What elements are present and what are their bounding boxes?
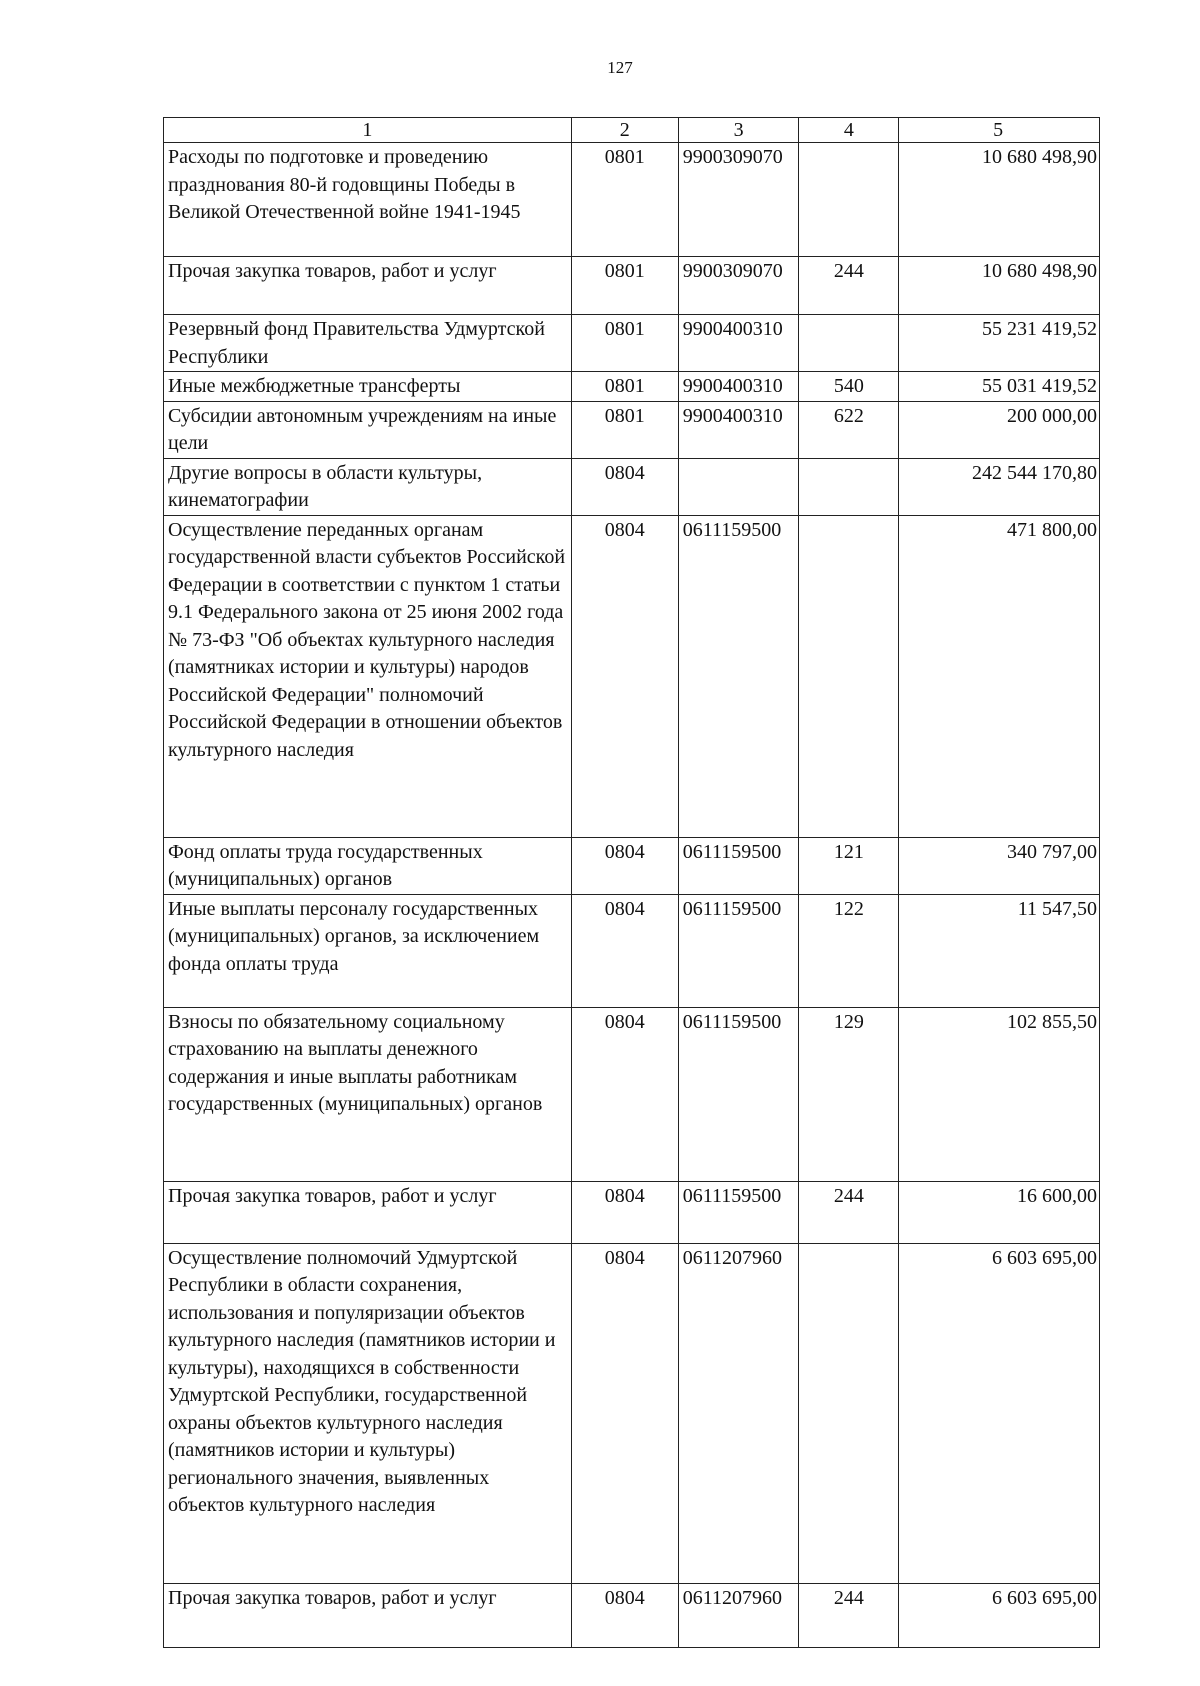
row-vr-cell: 122 bbox=[799, 894, 899, 1007]
row-amount-cell: 55 031 419,52 bbox=[899, 372, 1100, 402]
row-vr-cell: 622 bbox=[799, 401, 899, 458]
row-csr-cell: 0611159500 bbox=[678, 894, 799, 1007]
row-name-cell: Другие вопросы в области культуры, кинематографии bbox=[164, 458, 572, 515]
row-amount-cell: 340 797,00 bbox=[899, 837, 1100, 894]
table-row bbox=[164, 372, 1100, 402]
row-amount-cell: 16 600,00 bbox=[899, 1181, 1100, 1243]
row-amount-cell: 55 231 419,52 bbox=[899, 315, 1100, 372]
row-csr-cell: 0611159500 bbox=[678, 1007, 799, 1181]
row-section-cell: 0804 bbox=[571, 894, 678, 1007]
row-name-cell: Осуществление полномочий Удмуртской Республики в области сохранения, использования и популяризации объектов культурного наследия (памятников истории и культуры), находящихся в собственности Удмуртской Республики, государственной охраны объектов культурного наследия (памятников истории и культуры) регионального значения, выявленных объектов культурного наследия bbox=[164, 1243, 572, 1583]
row-section-cell: 0804 bbox=[571, 1243, 678, 1583]
table-row bbox=[164, 143, 1100, 257]
table-row bbox=[164, 1243, 1100, 1583]
row-vr-cell bbox=[799, 143, 899, 257]
row-csr-cell: 9900309070 bbox=[678, 257, 799, 315]
row-csr-cell: 9900400310 bbox=[678, 372, 799, 402]
row-name-cell: Прочая закупка товаров, работ и услуг bbox=[164, 257, 572, 315]
table-row bbox=[164, 515, 1100, 837]
table-row bbox=[164, 458, 1100, 515]
row-section-cell: 0801 bbox=[571, 372, 678, 402]
table-row bbox=[164, 315, 1100, 372]
row-csr-cell: 9900309070 bbox=[678, 143, 799, 257]
row-amount-cell: 242 544 170,80 bbox=[899, 458, 1100, 515]
row-section-cell: 0804 bbox=[571, 1583, 678, 1647]
table-row bbox=[164, 401, 1100, 458]
row-section-cell: 0804 bbox=[571, 1181, 678, 1243]
page-number: 127 bbox=[607, 58, 633, 77]
table-row bbox=[164, 1181, 1100, 1243]
row-vr-cell: 129 bbox=[799, 1007, 899, 1181]
row-amount-cell: 102 855,50 bbox=[899, 1007, 1100, 1181]
row-name-cell: Прочая закупка товаров, работ и услуг bbox=[164, 1181, 572, 1243]
column-header-2: 2 bbox=[571, 118, 678, 143]
row-amount-cell: 10 680 498,90 bbox=[899, 257, 1100, 315]
row-amount-cell: 11 547,50 bbox=[899, 894, 1100, 1007]
row-csr-cell: 9900400310 bbox=[678, 401, 799, 458]
row-csr-cell: 9900400310 bbox=[678, 315, 799, 372]
row-csr-cell: 0611159500 bbox=[678, 1181, 799, 1243]
row-csr-cell: 0611159500 bbox=[678, 837, 799, 894]
row-vr-cell bbox=[799, 315, 899, 372]
row-name-cell: Расходы по подготовке и проведению празднования 80-й годовщины Победы в Великой Отечественной войне 1941-1945 bbox=[164, 143, 572, 257]
row-amount-cell: 200 000,00 bbox=[899, 401, 1100, 458]
column-header-3: 3 bbox=[678, 118, 799, 143]
row-vr-cell: 121 bbox=[799, 837, 899, 894]
row-vr-cell bbox=[799, 515, 899, 837]
row-vr-cell bbox=[799, 458, 899, 515]
column-header-5: 5 bbox=[899, 118, 1100, 143]
row-section-cell: 0804 bbox=[571, 837, 678, 894]
row-name-cell: Иные выплаты персоналу государственных (муниципальных) органов, за исключением фонда оплаты труда bbox=[164, 894, 572, 1007]
column-header-1: 1 bbox=[164, 118, 572, 143]
header-row bbox=[164, 118, 1100, 143]
row-vr-cell: 540 bbox=[799, 372, 899, 402]
row-section-cell: 0804 bbox=[571, 458, 678, 515]
column-header-4: 4 bbox=[799, 118, 899, 143]
row-amount-cell: 6 603 695,00 bbox=[899, 1243, 1100, 1583]
row-csr-cell: 0611159500 bbox=[678, 515, 799, 837]
table-row bbox=[164, 1007, 1100, 1181]
row-name-cell: Осуществление переданных органам государственной власти субъектов Российской Федерации в соответствии с пунктом 1 статьи 9.1 Федерального закона от 25 июня 2002 года № 73-ФЗ "Об объектах культурного наследия (памятниках истории и культуры) народов Российской Федерации" полномочий Российской Федерации в отношении объектов культурного наследия bbox=[164, 515, 572, 837]
row-amount-cell: 471 800,00 bbox=[899, 515, 1100, 837]
row-vr-cell: 244 bbox=[799, 1181, 899, 1243]
table-body bbox=[164, 143, 1100, 1648]
row-section-cell: 0804 bbox=[571, 1007, 678, 1181]
budget-table bbox=[163, 117, 1100, 1648]
row-vr-cell: 244 bbox=[799, 1583, 899, 1647]
row-name-cell: Субсидии автономным учреждениям на иные цели bbox=[164, 401, 572, 458]
table-row bbox=[164, 837, 1100, 894]
row-section-cell: 0801 bbox=[571, 143, 678, 257]
row-csr-cell: 0611207960 bbox=[678, 1243, 799, 1583]
row-amount-cell: 6 603 695,00 bbox=[899, 1583, 1100, 1647]
row-name-cell: Резервный фонд Правительства Удмуртской Республики bbox=[164, 315, 572, 372]
row-csr-cell: 0611207960 bbox=[678, 1583, 799, 1647]
row-name-cell: Иные межбюджетные трансферты bbox=[164, 372, 572, 402]
table-row bbox=[164, 1583, 1100, 1647]
row-name-cell: Фонд оплаты труда государственных (муниципальных) органов bbox=[164, 837, 572, 894]
table-row bbox=[164, 894, 1100, 1007]
row-section-cell: 0801 bbox=[571, 401, 678, 458]
row-amount-cell: 10 680 498,90 bbox=[899, 143, 1100, 257]
row-vr-cell: 244 bbox=[799, 257, 899, 315]
row-vr-cell bbox=[799, 1243, 899, 1583]
table-row bbox=[164, 257, 1100, 315]
row-name-cell: Взносы по обязательному социальному страхованию на выплаты денежного содержания и иные выплаты работникам государственных (муниципальных) органов bbox=[164, 1007, 572, 1181]
row-csr-cell bbox=[678, 458, 799, 515]
row-section-cell: 0801 bbox=[571, 257, 678, 315]
row-section-cell: 0801 bbox=[571, 315, 678, 372]
row-section-cell: 0804 bbox=[571, 515, 678, 837]
row-name-cell: Прочая закупка товаров, работ и услуг bbox=[164, 1583, 572, 1647]
